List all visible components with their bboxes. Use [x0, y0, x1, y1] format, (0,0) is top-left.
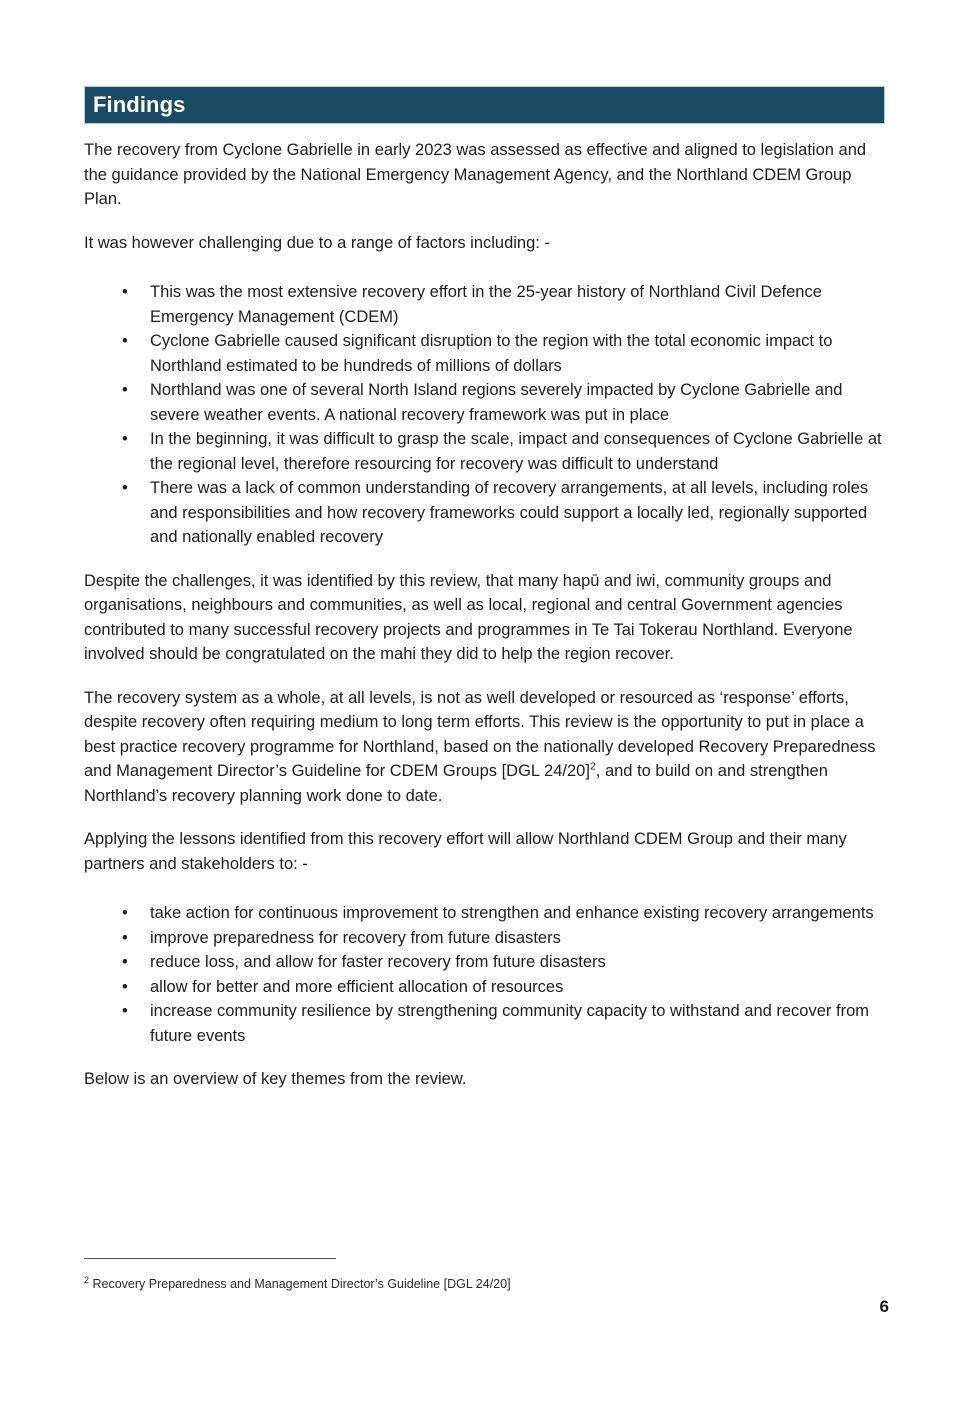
list-item-text: reduce loss, and allow for faster recovery from future disasters [150, 953, 606, 971]
list-item [84, 476, 890, 550]
bullet-icon: • [122, 977, 128, 996]
footnote-separator-rule [84, 1258, 336, 1259]
list-item-text: increase community resilience by strengthening community capacity to withstand and recover from future events [150, 1002, 869, 1045]
bullet-icon: • [122, 904, 128, 922]
bullet-icon: • [122, 381, 128, 399]
page-title: Findings [93, 92, 186, 118]
list-item-text: Northland was one of several North Island regions severely impacted by Cyclone Gabrielle and severe weather events. A national recovery framework was put in place [150, 381, 843, 424]
bullet-icon: • [122, 1002, 128, 1020]
footnote-text: Recovery Preparedness and Management Director’s Guideline [DGL 24/20] [92, 1277, 511, 1291]
bullet-icon: • [122, 479, 128, 497]
outcomes-bullet-list [84, 901, 890, 1048]
paragraph-recovery-system [84, 686, 890, 809]
list-item-text: Cyclone Gabrielle caused significant disruption to the region with the total economic impact to Northland estimated to be hundreds of millions of dollars [150, 332, 833, 375]
list-item-text: allow for better and more efficient allocation of resources [150, 977, 564, 996]
bullet-icon: • [122, 953, 128, 971]
list-item [84, 950, 890, 975]
paragraph-overview-intro: Below is an overview of key themes from the review. [84, 1070, 467, 1088]
page-content [84, 86, 890, 1092]
list-item [84, 901, 890, 926]
page-number: 6 [879, 1297, 889, 1316]
list-item-text: There was a lack of common understanding of recovery arrangements, at all levels, including roles and responsibilities and how recovery frameworks could support a locally led, regionally supported and nationally enabled recovery [150, 479, 869, 546]
list-item-text: take action for continuous improvement to strengthen and enhance existing recovery arrangements [150, 904, 874, 922]
footnote-number: 2 [84, 1274, 90, 1285]
footnote-reference-marker[interactable]: 2 [589, 760, 596, 773]
list-item [84, 975, 890, 1000]
paragraph-recovery-system-text-a: The recovery system as a whole, at all levels, is not as well developed or resourced as ‘response’ efforts, despite recovery often requiring medium to long term efforts. This review is the opportunity to put in place a best practice recovery programme for Northland, based on the nationally developed Recovery Preparedness and Management Director’s Guideline for CDEM Groups [DGL 24/20] [84, 688, 876, 780]
list-item-text: This was the most extensive recovery effort in the 25-year history of Northland Civil Defence Emergency Management (CDEM) [150, 283, 822, 326]
paragraph-despite-challenges: Despite the challenges, it was identified by this review, that many hapū and iwi, community groups and organisations, neighbours and communities, as well as local, regional and central Government agencies contributed to many successful recovery projects and programmes in Te Tai Tokerau Northland. Everyone involved should be congratulated on the mahi they did to help the region recover. [84, 571, 853, 663]
list-item-text: In the beginning, it was difficult to grasp the scale, impact and consequences of Cyclone Gabrielle at the regional level, therefore resourcing for recovery was difficult to understand [150, 430, 882, 473]
footnote-entry [84, 1276, 890, 1293]
bullet-icon: • [122, 430, 128, 448]
list-item [84, 999, 890, 1048]
paragraph-challenging-intro: It was however challenging due to a range of factors including: - [84, 233, 550, 252]
bullet-icon: • [122, 283, 128, 301]
list-item [84, 427, 890, 476]
paragraph-applying-lessons: Applying the lessons identified from this recovery effort will allow Northland CDEM Group and their many partners and stakeholders to: - [84, 830, 847, 873]
section-heading-banner [84, 86, 885, 124]
list-item-text: improve preparedness for recovery from future disasters [150, 928, 561, 947]
paragraph-recovery-assessment: The recovery from Cyclone Gabrielle in early 2023 was assessed as effective and aligned to legislation and the guidance provided by the National Emergency Management Agency, and the Northland CDEM Group Plan. [84, 141, 867, 208]
paragraph-recovery-system-text-b: , and to build on and strengthen Northland’s recovery planning work done to date. [84, 762, 828, 805]
list-item [84, 329, 890, 378]
bullet-icon: • [122, 928, 128, 947]
list-item [84, 280, 890, 329]
bullet-icon: • [122, 332, 128, 350]
list-item [84, 926, 890, 951]
challenges-bullet-list [84, 280, 890, 550]
footnote-area [84, 1258, 890, 1293]
list-item [84, 378, 890, 427]
